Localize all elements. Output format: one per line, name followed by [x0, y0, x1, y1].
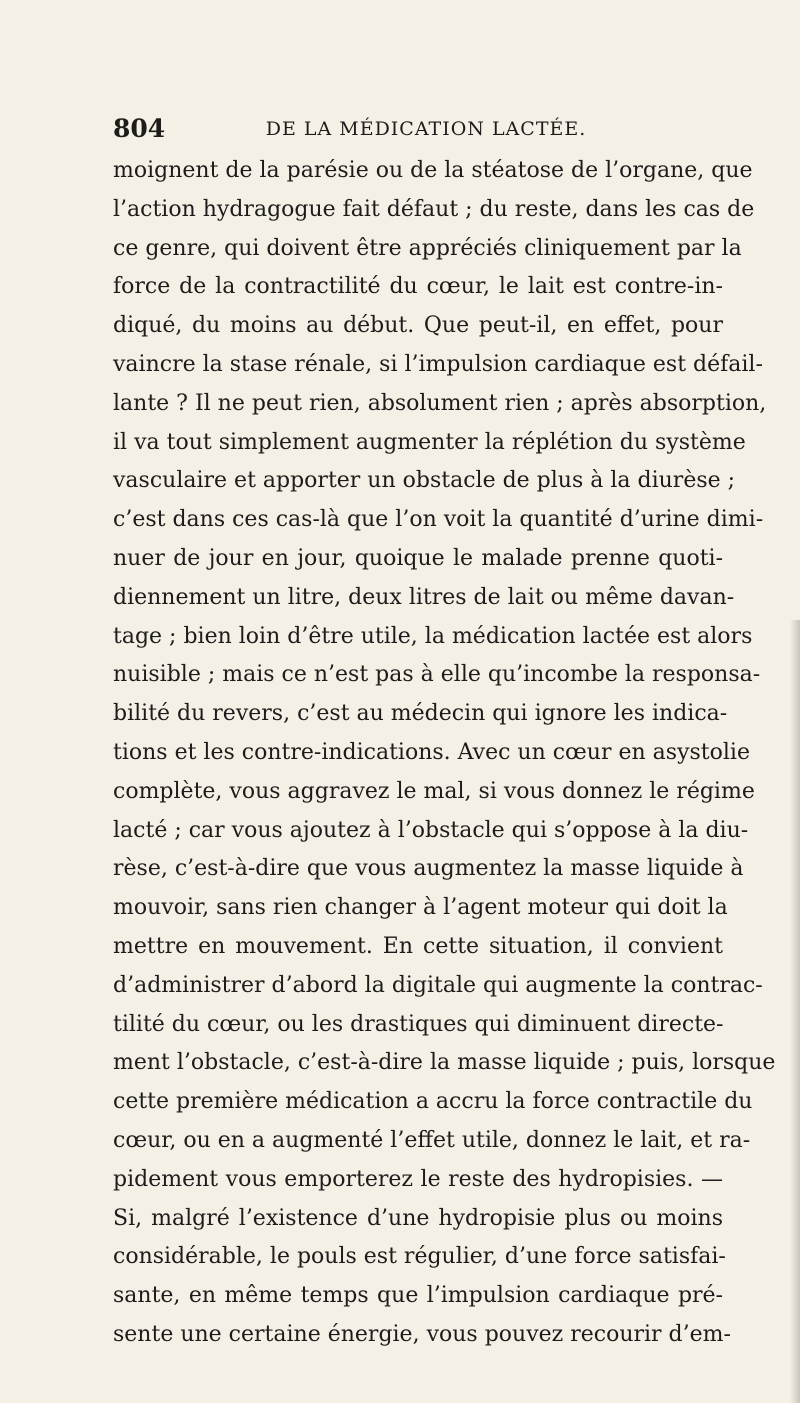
text-line: lante ? Il ne peut rien, absolument rien ; après absorption, [113, 390, 767, 416]
text-line: vaincre la stase rénale, si l’impulsion cardiaque est défail- [113, 351, 763, 377]
body-paragraph [113, 152, 776, 1355]
text-line: vasculaire et apporter un obstacle de plus à la diurèse ; [113, 468, 736, 494]
text-line: considérable, le pouls est régulier, d’une force satisfai- [113, 1244, 726, 1270]
text-line: ment l’obstacle, c’est-à-dire la masse liquide ; puis, lorsque [113, 1050, 776, 1076]
text-line: nuisible ; mais ce n’est pas à elle qu’incombe la responsa- [113, 662, 761, 688]
text-line: tilité du cœur, ou les drastiques qui diminuent directe- [113, 1011, 724, 1037]
text-line: lacté ; car vous ajoutez à l’obstacle qui s’oppose à la diu- [113, 817, 749, 843]
text-line: pidement vous emporterez le reste des hydropisies. — [113, 1166, 723, 1192]
text-line: tions et les contre-indications. Avec un cœur en asystolie [113, 739, 750, 765]
text-line: tage ; bien loin d’être utile, la médication lactée est alors [113, 623, 753, 649]
page-number: 804 [113, 114, 166, 143]
text-line: mouvoir, sans rien changer à l’agent moteur qui doit la [113, 895, 728, 921]
text-line: diennement un litre, deux litres de lait ou même davan- [113, 584, 735, 610]
text-line: Si, malgré l’existence d’une hydropisie plus ou moins [113, 1205, 723, 1231]
text-line: sante, en même temps que l’impulsion cardiaque pré- [113, 1283, 723, 1309]
page-edge-shadow [790, 620, 800, 1403]
text-line: rèse, c’est-à-dire que vous augmentez la masse liquide à [113, 856, 744, 882]
text-line: mettre en mouvement. En cette situation, il convient [113, 933, 723, 959]
text-line: cette première médication a accru la force contractile du [113, 1089, 753, 1115]
text-line: diqué, du moins au début. Que peut-il, en effet, pour [113, 313, 723, 339]
text-line: nuer de jour en jour, quoique le malade prenne quoti- [113, 545, 723, 571]
running-title: DE LA MÉDICATION LACTÉE. [265, 118, 587, 140]
running-head [113, 112, 719, 146]
text-line: d’administrer d’abord la digitale qui augmente la contrac- [113, 972, 763, 998]
text-line: ce genre, qui doivent être appréciés cliniquement par la [113, 235, 742, 261]
text-line: c’est dans ces cas-là que l’on voit la quantité d’urine dimi- [113, 507, 764, 533]
text-line: bilité du revers, c’est au médecin qui ignore les indica- [113, 701, 728, 727]
text-line: moignent de la parésie ou de la stéatose de l’organe, que [113, 158, 753, 183]
text-line: complète, vous aggravez le mal, si vous donnez le régime [113, 778, 755, 804]
text-line: sente une certaine énergie, vous pouvez recourir d’em- [113, 1321, 731, 1347]
text-line: l’action hydragogue fait défaut ; du reste, dans les cas de [113, 196, 755, 222]
text-line: il va tout simplement augmenter la réplétion du système [113, 429, 746, 455]
text-line: cœur, ou en a augmenté l’effet utile, donnez le lait, et ra- [113, 1127, 751, 1153]
text-line: force de la contractilité du cœur, le lait est contre-in- [113, 274, 723, 300]
